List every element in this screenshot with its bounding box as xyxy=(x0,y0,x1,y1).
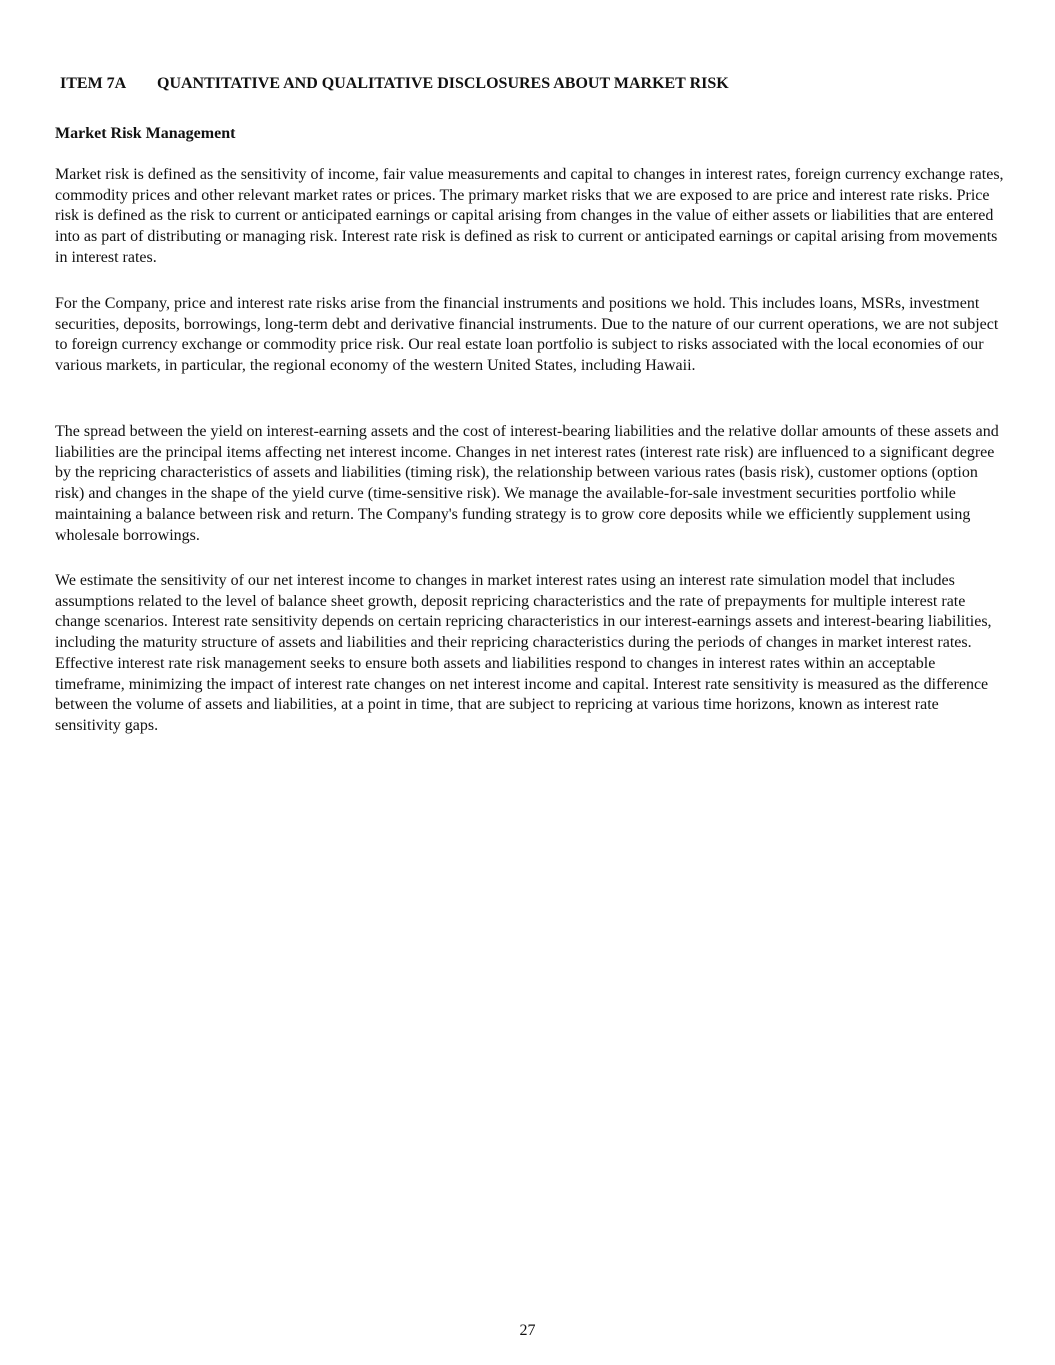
item-number: ITEM 7A xyxy=(60,75,127,92)
item-title: QUANTITATIVE AND QUALITATIVE DISCLOSURES ABOUT MARKET RISK xyxy=(157,75,729,92)
paragraph-company-risks: For the Company, price and interest rate risks arise from the financial instruments and positions we hold. This includes loans, MSRs, investment securities, deposits, borrowings, long-term debt and derivative financial instruments. Due to the nature of our current operations, we are not subject to foreign currency exchange or commodity price risk. Our real estate loan portfolio is subject to risks associated with the local economies of our various markets, in particular, the regional economy of the western United States, including Hawaii. xyxy=(55,295,999,375)
page-number: 27 xyxy=(519,1322,536,1339)
item-heading xyxy=(60,74,729,94)
paragraph-sensitivity-estimation: We estimate the sensitivity of our net interest income to changes in market interest rates using an interest rate simulation model that includes assumptions related to the level of balance sheet growth, deposit repricing characteristics and the rate of prepayments for multiple interest rate change scenarios. Interest rate sensitivity depends on certain repricing characteristics in our interest-earnings assets and interest-bearing liabilities, including the maturity structure of assets and liabilities and their repricing characteristics during the periods of changes in market interest rates. Effective interest rate risk management seeks to ensure both assets and liabilities respond to changes in interest rates within an acceptable timeframe, minimizing the impact of interest rate changes on net interest income and capital. Interest rate sensitivity is measured as the difference between the volume of assets and liabilities, at a point in time, that are subject to repricing at various time horizons, known as interest rate sensitivity gaps. xyxy=(55,572,992,734)
paragraph-yield-spread: The spread between the yield on interest-earning assets and the cost of interest-bearing liabilities and the relative dollar amounts of these assets and liabilities are the principal items affecting net interest income. Changes in net interest rates (interest rate risk) are influenced to a significant degree by the repricing characteristics of assets and liabilities (timing risk), the relationship between various rates (basis risk), customer options (option risk) and changes in the shape of the yield curve (time-sensitive risk). We manage the available-for-sale investment securities portfolio while maintaining a balance between risk and return. The Company's funding strategy is to grow core deposits while we efficiently supplement using wholesale borrowings. xyxy=(55,423,999,544)
paragraph-market-risk-definition: Market risk is defined as the sensitivity of income, fair value measurements and capital to changes in interest rates, foreign currency exchange rates, commodity prices and other relevant market rates or prices. The primary market risks that we are exposed to are price and interest rate risks. Price risk is defined as the risk to current or anticipated earnings or capital arising from changes in the value of either assets or liabilities that are entered into as part of distributing or managing risk. Interest rate risk is defined as risk to current or anticipated earnings or capital arising from movements in interest rates. xyxy=(55,166,1004,266)
section-heading: Market Risk Management xyxy=(55,125,236,142)
